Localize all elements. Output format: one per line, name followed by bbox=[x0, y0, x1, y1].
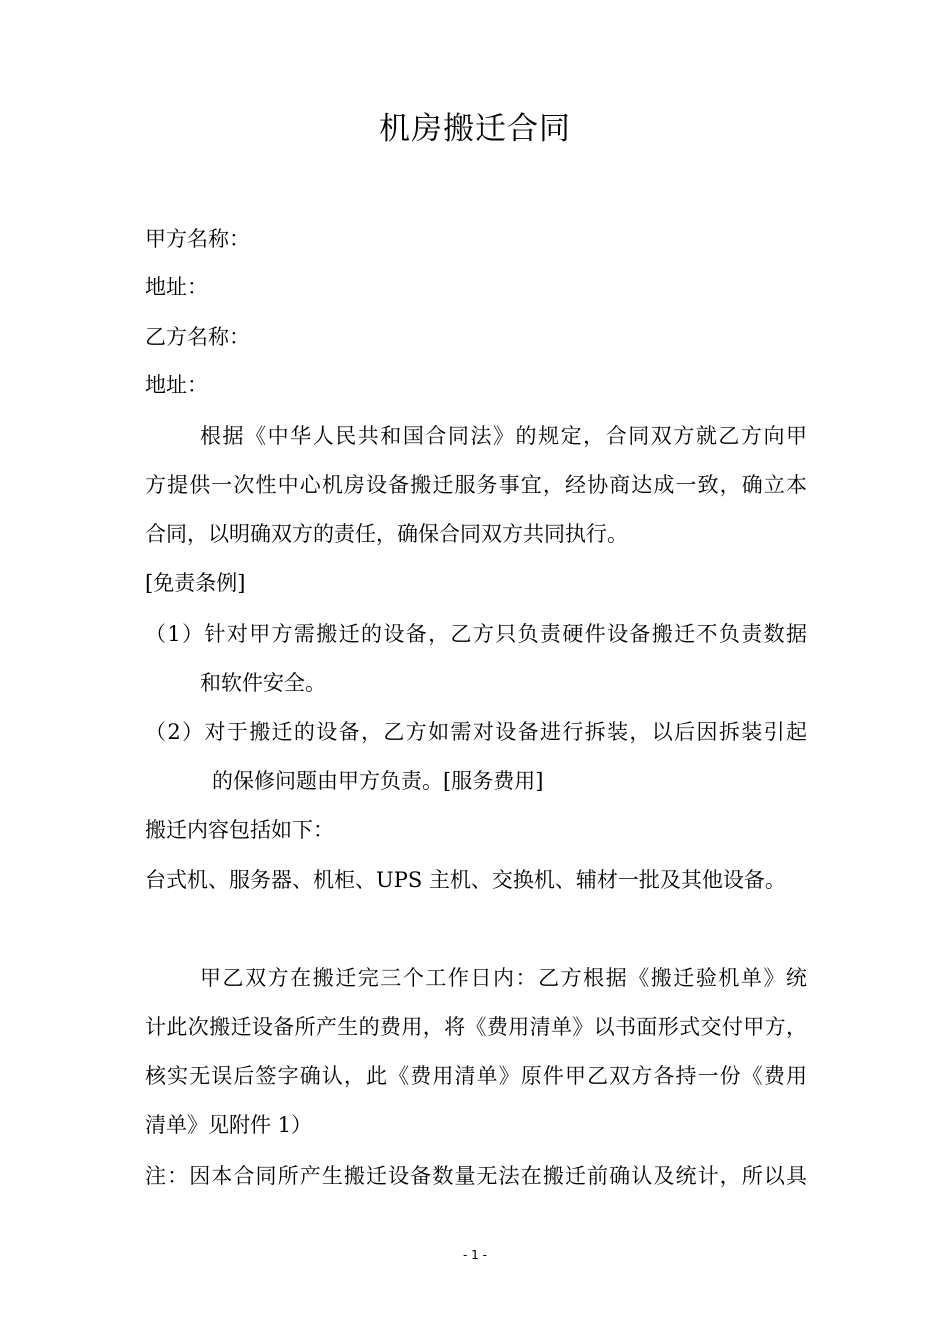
content-heading: 搬迁内容包括如下： bbox=[145, 818, 334, 842]
clause-2-line: 的保修问题由甲方负责。[服务费用] bbox=[212, 769, 544, 793]
intro-paragraph-line: 根据《中华人民共和国合同法》的规定，合同双方就乙方向甲 bbox=[200, 424, 807, 448]
clause-1-line: 和软件安全。 bbox=[200, 671, 326, 695]
clause-1-line: （1）针对甲方需搬迁的设备，乙方只负责硬件设备搬迁不负责数据 bbox=[145, 622, 807, 646]
party-b-address-label: 地址： bbox=[145, 373, 208, 397]
fee-paragraph-line: 甲乙双方在搬迁完三个工作日内：乙方根据《搬迁验机单》统 bbox=[200, 966, 807, 990]
party-a-name-label: 甲方名称： bbox=[145, 227, 250, 251]
note-line: 注：因本合同所产生搬迁设备数量无法在搬迁前确认及统计，所以具 bbox=[145, 1164, 807, 1188]
clause-2-line: （2）对于搬迁的设备，乙方如需对设备进行拆装，以后因拆装引起 bbox=[145, 720, 807, 744]
page-number: - 1 - bbox=[463, 1248, 487, 1262]
fee-paragraph-line: 核实无误后签字确认，此《费用清单》原件甲乙双方各持一份《费用 bbox=[145, 1064, 807, 1088]
intro-paragraph-line: 方提供一次性中心机房设备搬迁服务事宜，经协商达成一致，确立本 bbox=[145, 473, 807, 497]
document-title: 机房搬迁合同 bbox=[379, 111, 571, 147]
fee-paragraph-line: 计此次搬迁设备所产生的费用，将《费用清单》以书面形式交付甲方， bbox=[145, 1015, 807, 1039]
fee-paragraph-line: 清单》见附件 1） bbox=[145, 1113, 313, 1137]
content-list: 台式机、服务器、机柜、UPS 主机、交换机、辅材一批及其他设备。 bbox=[145, 868, 786, 892]
party-a-address-label: 地址： bbox=[145, 275, 208, 299]
intro-paragraph-line: 合同，以明确双方的责任，确保合同双方共同执行。 bbox=[145, 522, 628, 546]
disclaimer-heading: [免责条例] bbox=[145, 571, 246, 595]
party-b-name-label: 乙方名称： bbox=[145, 325, 250, 349]
